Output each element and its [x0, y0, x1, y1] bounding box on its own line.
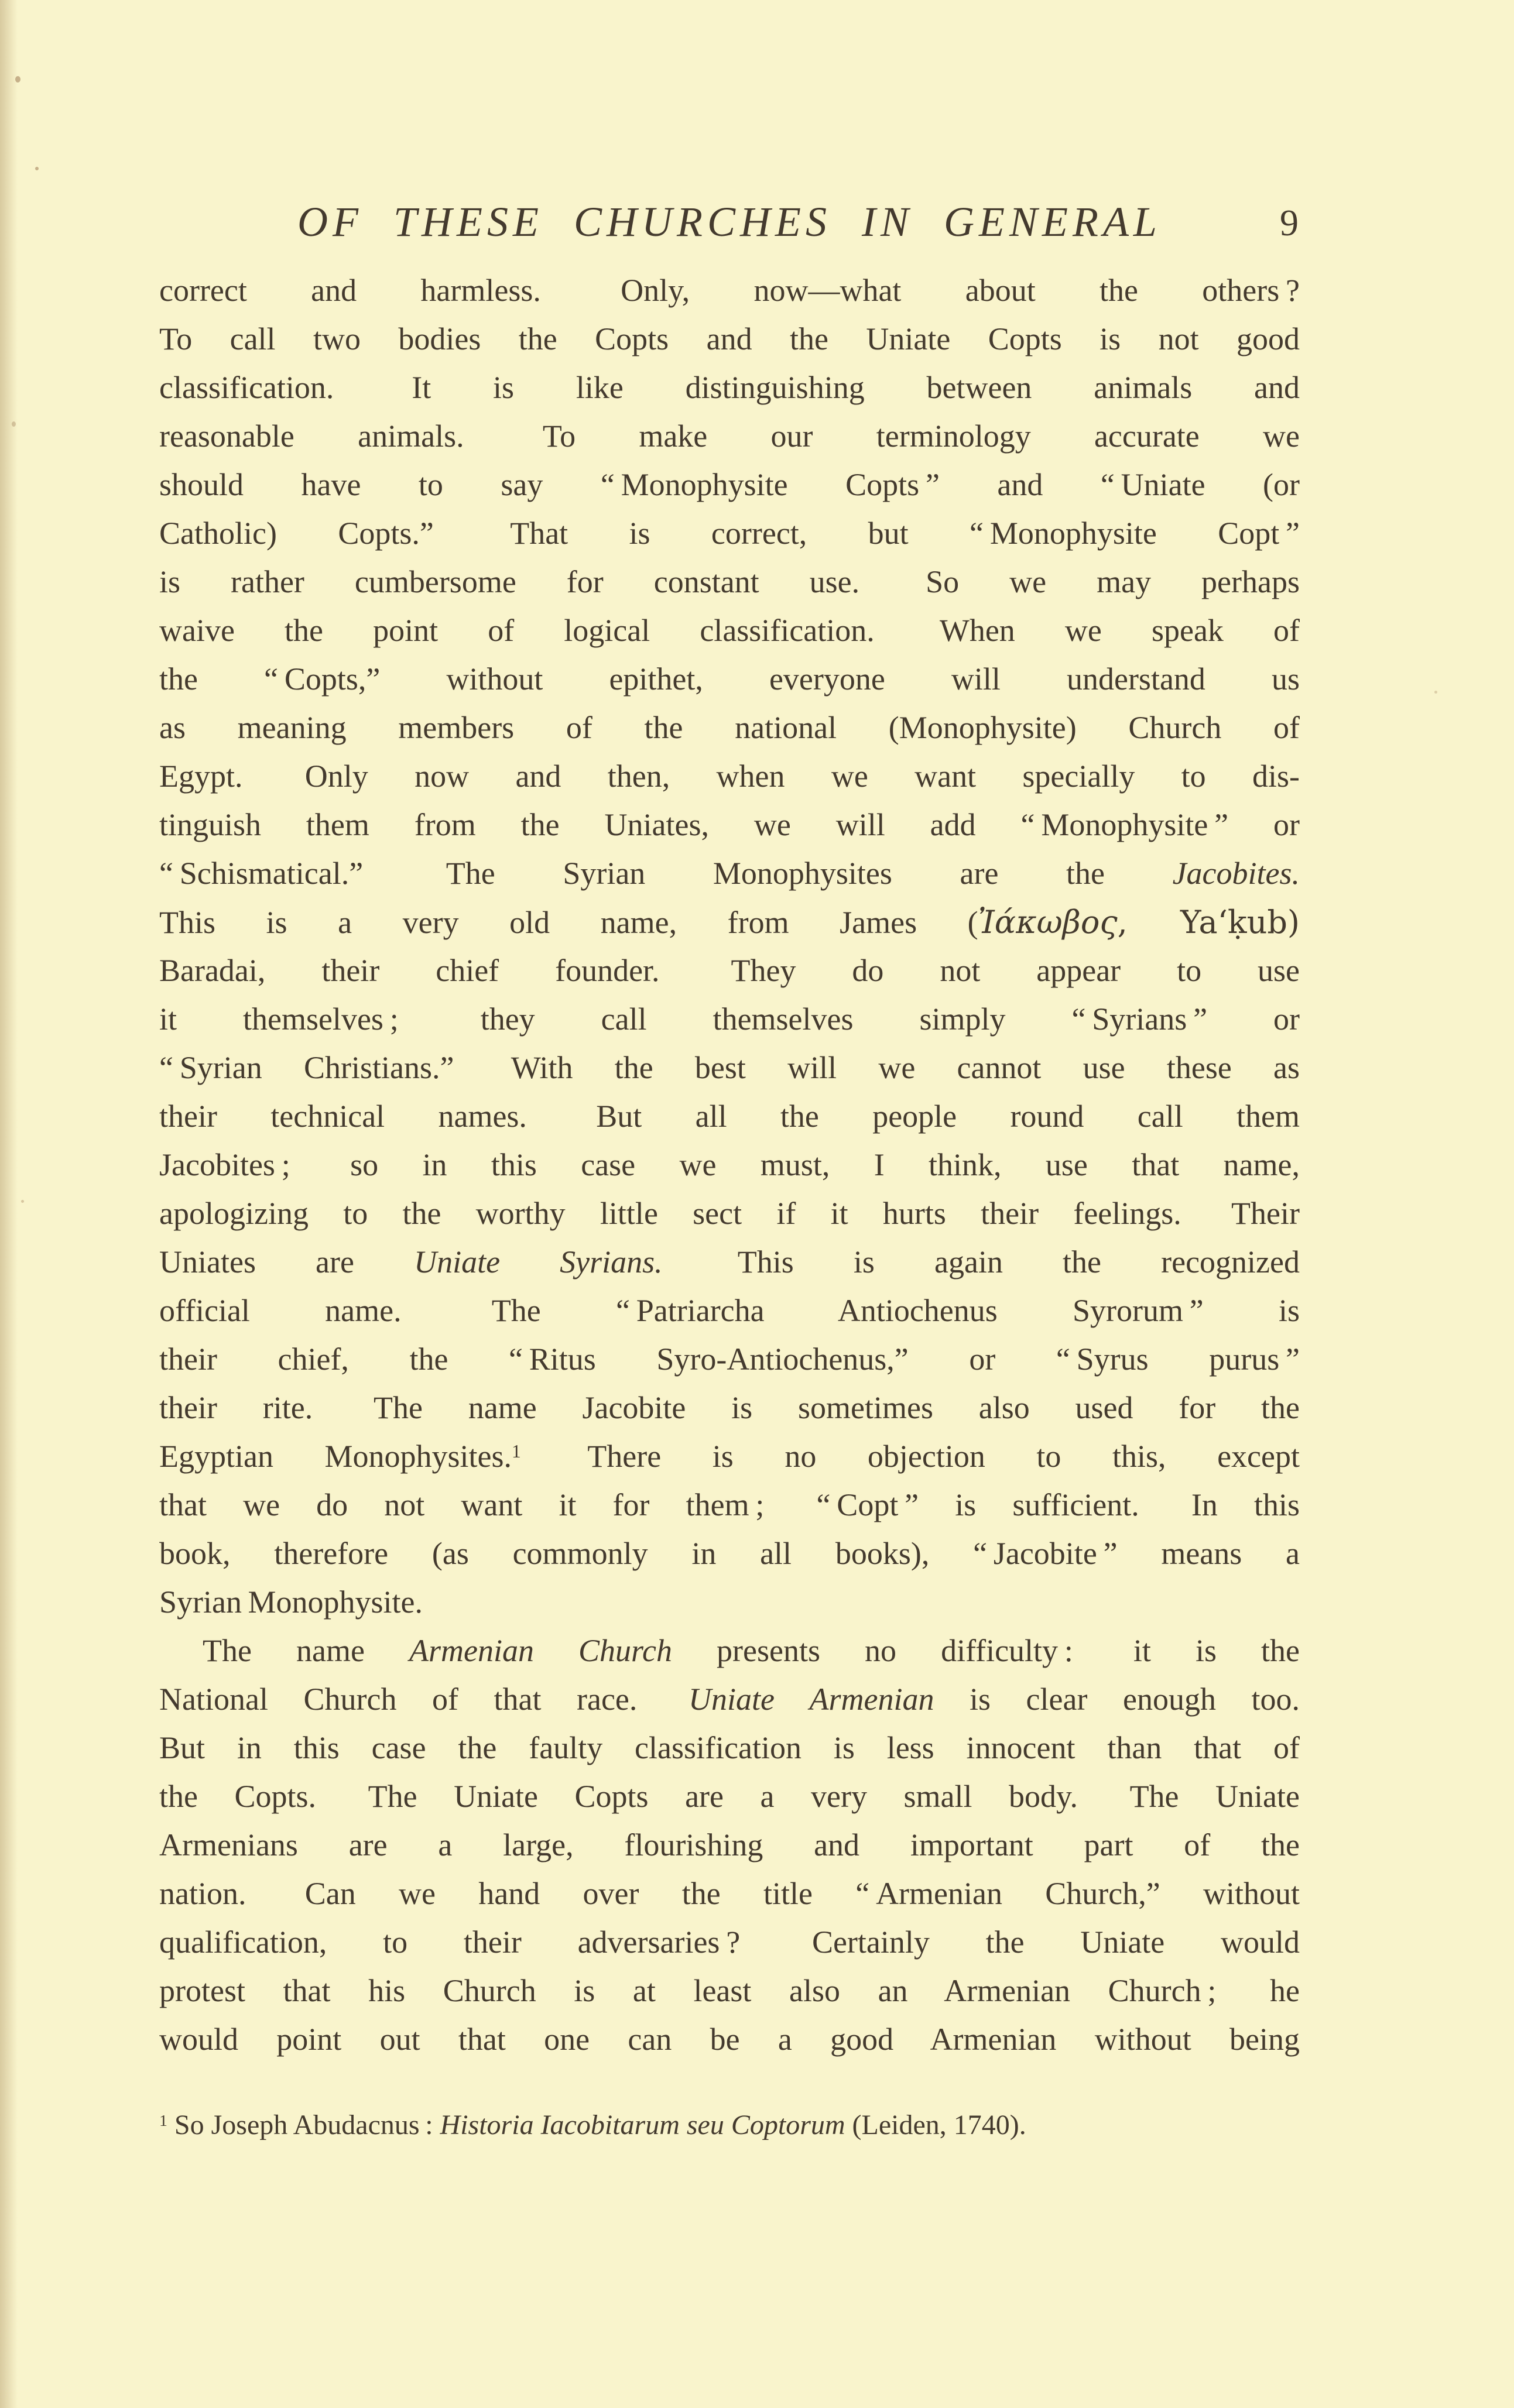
text-line	[159, 849, 1300, 898]
running-header	[159, 198, 1300, 246]
text-segment: their technical names. But all the people round call them	[159, 1099, 1300, 1134]
text-segment: book, therefore (as commonly in all books), “ Jacobite ” means a	[159, 1536, 1300, 1571]
text-line	[159, 704, 1300, 752]
text-segment: National Church of that race.	[159, 1682, 689, 1717]
text-line	[159, 1287, 1300, 1335]
greek-text: Ἰάκωβος	[978, 904, 1118, 941]
greek-text: , Ya‘ḳub)	[1117, 904, 1300, 941]
text-segment: Egyptian Monophysites.	[159, 1439, 512, 1474]
paper-speck	[35, 167, 39, 170]
text-segment: correct and harmless. Only, now—what about the others ?	[159, 273, 1300, 308]
text-line	[159, 1092, 1300, 1141]
text-line	[159, 1578, 1300, 1627]
text-segment: it themselves ; they call themselves simply “ Syrians ” or	[159, 1001, 1300, 1037]
text-segment: their rite. The name Jacobite is sometimes also used for the	[159, 1390, 1300, 1425]
text-segment: Egypt. Only now and then, when we want specially to dis-	[159, 759, 1300, 794]
text-line	[159, 315, 1300, 363]
text-line	[159, 1044, 1300, 1092]
text-segment: apologizing to the worthy little sect if it hurts their feelings. Their	[159, 1196, 1300, 1231]
running-header-title: OF THESE CHURCHES IN GENERAL	[297, 198, 1162, 245]
text-line	[159, 363, 1300, 412]
text-line	[159, 1772, 1300, 1821]
text-segment: To call two bodies the Copts and the Uniate Copts is not good	[159, 321, 1300, 356]
text-line	[159, 1481, 1300, 1529]
text-segment: waive the point of logical classification. When we speak of	[159, 613, 1300, 648]
text-segment: (Leiden, 1740).	[845, 2109, 1026, 2141]
text-line	[159, 1627, 1300, 1675]
text-segment: would point out that one can be a good Armenian without being	[159, 2022, 1300, 2057]
text-segment: Jacobites ; so in this case we must, I think, use that name,	[159, 1147, 1300, 1182]
text-segment: reasonable animals. To make our terminology accurate we	[159, 419, 1300, 454]
italic-text: Uniate Armenian	[688, 1682, 934, 1717]
paper-speck	[12, 421, 16, 427]
page-number: 9	[1280, 202, 1299, 243]
italic-text: Historia Iacobitarum seu Coptorum	[440, 2109, 845, 2141]
text-line	[159, 1189, 1300, 1238]
text-segment: the “ Copts,” without epithet, everyone will understand us	[159, 661, 1300, 697]
text-line	[159, 1529, 1300, 1578]
italic-text: Armenian Church	[409, 1633, 672, 1668]
text-segment: protest that his Church is at least also an Armenian Church ; he	[159, 1973, 1300, 2008]
paper-speck	[1434, 691, 1437, 694]
italic-text: Jacobites.	[1172, 856, 1300, 891]
text-line	[159, 1870, 1300, 1918]
italic-text: Uniate Syrians.	[414, 1244, 663, 1280]
text-segment: their chief, the “ Ritus Syro-Antiochenus,” or “ Syrus purus ”	[159, 1342, 1300, 1377]
text-segment: “ Schismatical.” The Syrian Monophysites are the	[159, 856, 1173, 891]
text-segment: Baradai, their chief founder. They do not appear to use	[159, 953, 1300, 988]
text-line	[159, 2015, 1300, 2064]
text-line	[159, 1335, 1300, 1384]
text-line	[159, 752, 1300, 801]
text-line	[159, 1724, 1300, 1772]
text-line	[159, 1675, 1300, 1724]
text-segment: But in this case the faulty classification is less innocent than that of	[159, 1730, 1300, 1765]
text-segment: qualification, to their adversaries ? Certainly the Uniate would	[159, 1925, 1300, 1960]
page-body	[159, 266, 1300, 2064]
text-segment: is clear enough too.	[934, 1682, 1300, 1717]
text-line	[159, 898, 1300, 946]
text-line	[159, 801, 1300, 849]
text-line	[159, 1238, 1300, 1287]
text-segment: tinguish them from the Uniates, we will add “ Monophysite ” or	[159, 807, 1300, 842]
text-segment: is rather cumbersome for constant use. So we may perhaps	[159, 564, 1300, 599]
text-line	[159, 509, 1300, 558]
text-line	[159, 461, 1300, 509]
text-segment: presents no difficulty : it is the	[672, 1633, 1300, 1668]
text-segment: “ Syrian Christians.” With the best will we cannot use these as	[159, 1050, 1300, 1085]
text-segment: Syrian Monophysite.	[159, 1584, 423, 1620]
text-line	[159, 1918, 1300, 1967]
text-segment: Uniates are	[159, 1244, 415, 1280]
paper-speck	[15, 76, 20, 83]
text-segment: classification. It is like distinguishing between animals and	[159, 370, 1300, 405]
footnote	[159, 2106, 1300, 2145]
text-line	[159, 1141, 1300, 1189]
text-segment: The name	[203, 1633, 409, 1668]
footnote-reference: 1	[159, 2112, 167, 2131]
text-line	[159, 606, 1300, 655]
text-line	[159, 1967, 1300, 2015]
footnote-reference: 1	[512, 1441, 521, 1462]
text-line	[159, 266, 1300, 315]
page-edge-shading	[0, 0, 18, 2408]
text-segment: This is again the recognized	[662, 1244, 1300, 1280]
text-segment: Catholic) Copts.” That is correct, but “ Monophysite Copt ”	[159, 516, 1300, 551]
text-segment: nation. Can we hand over the title “ Armenian Church,” without	[159, 1876, 1300, 1911]
text-line	[159, 1821, 1300, 1870]
text-segment: as meaning members of the national (Monophysite) Church of	[159, 710, 1300, 745]
text-segment: So Joseph Abudacnus :	[167, 2109, 440, 2141]
text-line	[159, 946, 1300, 995]
text-line	[159, 1432, 1300, 1481]
text-line	[159, 995, 1300, 1044]
text-segment: the Copts. The Uniate Copts are a very small body. The Uniate	[159, 1779, 1300, 1814]
text-segment: official name. The “ Patriarcha Antiochenus Syrorum ” is	[159, 1293, 1300, 1328]
text-segment: There is no objection to this, except	[520, 1439, 1300, 1474]
text-line	[159, 1384, 1300, 1432]
text-segment: Armenians are a large, flourishing and important part of the	[159, 1827, 1300, 1862]
text-line	[159, 655, 1300, 704]
text-segment: should have to say “ Monophysite Copts ” and “ Uniate (or	[159, 467, 1300, 502]
paper-speck	[21, 1200, 24, 1203]
text-line	[159, 558, 1300, 606]
text-line	[159, 412, 1300, 461]
text-segment: This is a very old name, from James (	[159, 905, 978, 940]
text-segment: that we do not want it for them ; “ Copt ” is sufficient. In this	[159, 1487, 1300, 1522]
